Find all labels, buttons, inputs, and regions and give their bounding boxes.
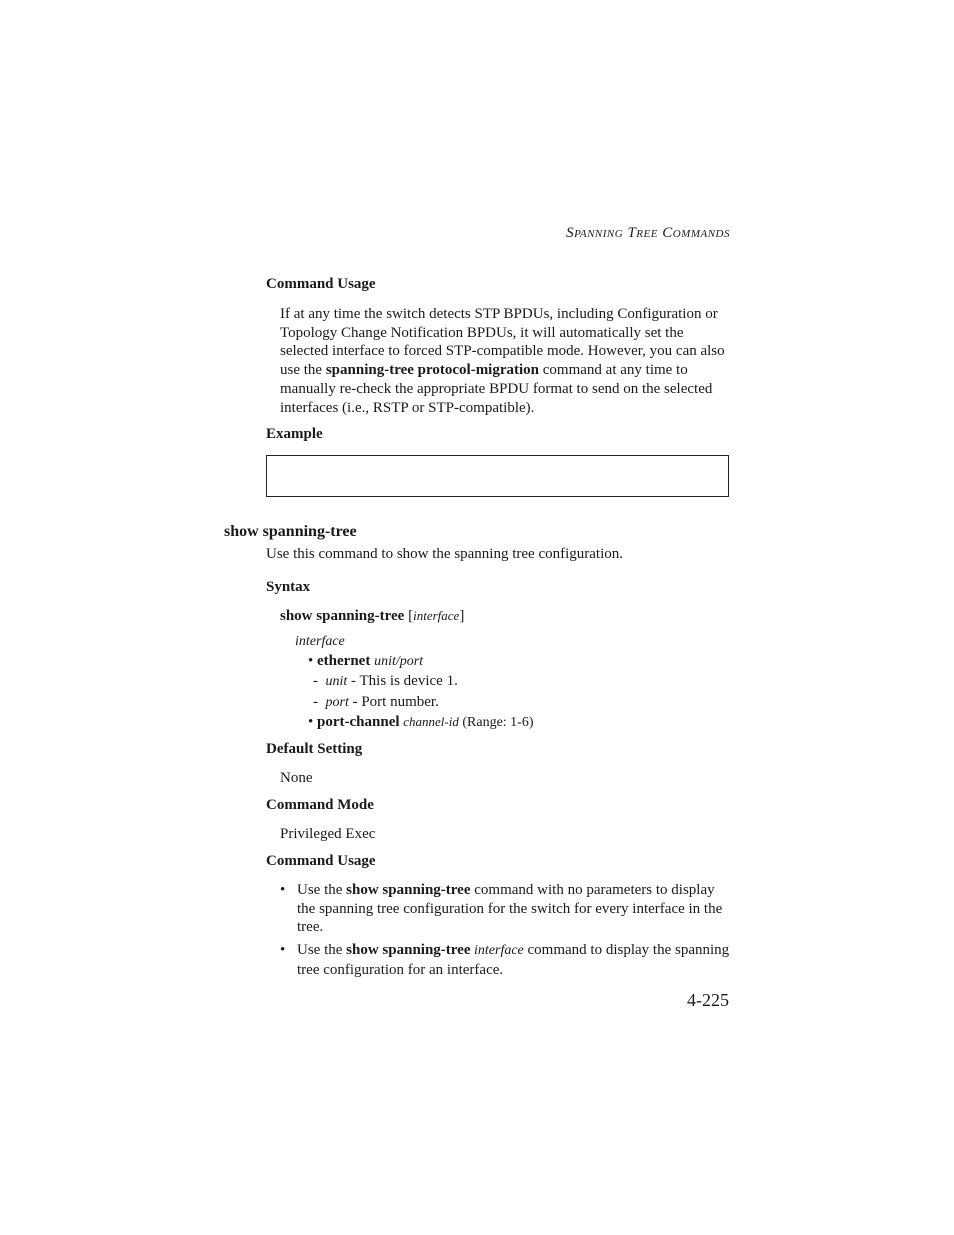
default-setting-value: None <box>280 770 313 786</box>
list-bullet: • <box>280 942 286 959</box>
syntax-command: show spanning-tree <box>280 608 405 624</box>
command-mode-value: Privileged Exec <box>280 826 376 842</box>
command-usage-paragraph <box>280 305 730 417</box>
port-channel-keyword: port-channel <box>317 714 400 730</box>
bullet-port-channel: • <box>308 714 314 730</box>
usage-item-command: show spanning-tree <box>346 882 471 898</box>
usage-item-pre: Use the <box>297 942 347 959</box>
usage-text-part-1: If at any time the switch detects STP BPDUs, including Configuration or Topology Change Notification BPDUs, it will automatically set the selected interface to forced STP-compatible mode. However, you can also use the <box>280 306 725 379</box>
bullet-ethernet: • <box>308 653 314 669</box>
syntax-parameter: interface <box>413 608 460 623</box>
command-description: Use this command to show the spanning tree configuration. <box>266 546 624 562</box>
param-port-channel <box>308 713 534 733</box>
port-name: port <box>325 695 349 710</box>
default-setting-heading: Default Setting <box>266 741 363 757</box>
command-usage-heading: Command Usage <box>266 276 376 292</box>
ethernet-argument: unit/port <box>374 654 424 669</box>
usage-text-part-2: command at any time to manually re-check the appropriate BPDU format to send on the selected interfaces (i.e., RSTP or STP-compatible). <box>280 362 713 416</box>
command-usage-heading-2: Command Usage <box>266 853 376 869</box>
param-unit <box>313 672 458 692</box>
usage-item-argument: interface <box>470 943 524 959</box>
command-title: show spanning-tree <box>224 523 357 540</box>
list-item <box>280 941 730 979</box>
command-usage-list <box>280 881 730 984</box>
usage-item-post: command with no parameters to display the spanning tree configuration for the switch for every interface in the tree. <box>297 882 723 936</box>
unit-description: - This is device 1. <box>347 673 458 689</box>
syntax-line <box>280 607 464 626</box>
command-mode-heading: Command Mode <box>266 797 374 813</box>
dash-unit: - <box>313 673 318 689</box>
param-port <box>313 693 439 713</box>
port-channel-argument: channel-id <box>403 714 459 729</box>
param-ethernet <box>308 652 423 672</box>
example-heading: Example <box>266 426 323 442</box>
usage-command-name: spanning-tree protocol-migration <box>325 362 540 379</box>
syntax-bracket-close: ] <box>459 608 465 624</box>
parameter-name: interface <box>295 634 345 649</box>
usage-item-pre: Use the <box>297 882 347 898</box>
ethernet-keyword: ethernet <box>317 653 371 669</box>
list-item <box>280 881 730 937</box>
running-head: Spanning Tree Commands <box>566 225 730 241</box>
unit-name: unit <box>325 674 348 689</box>
usage-item-command: show spanning-tree <box>346 942 471 959</box>
example-code-box <box>266 455 729 497</box>
usage-item-post: command to display the spanning tree configuration for an interface. <box>297 942 730 978</box>
page-number: 4-225 <box>687 990 729 1010</box>
dash-port: - <box>313 694 318 710</box>
port-description: - Port number. <box>348 694 439 710</box>
list-bullet: • <box>280 882 286 898</box>
syntax-heading: Syntax <box>266 579 311 595</box>
syntax-bracket-open: [ <box>404 608 414 624</box>
port-channel-range: (Range: 1-6) <box>458 715 534 730</box>
